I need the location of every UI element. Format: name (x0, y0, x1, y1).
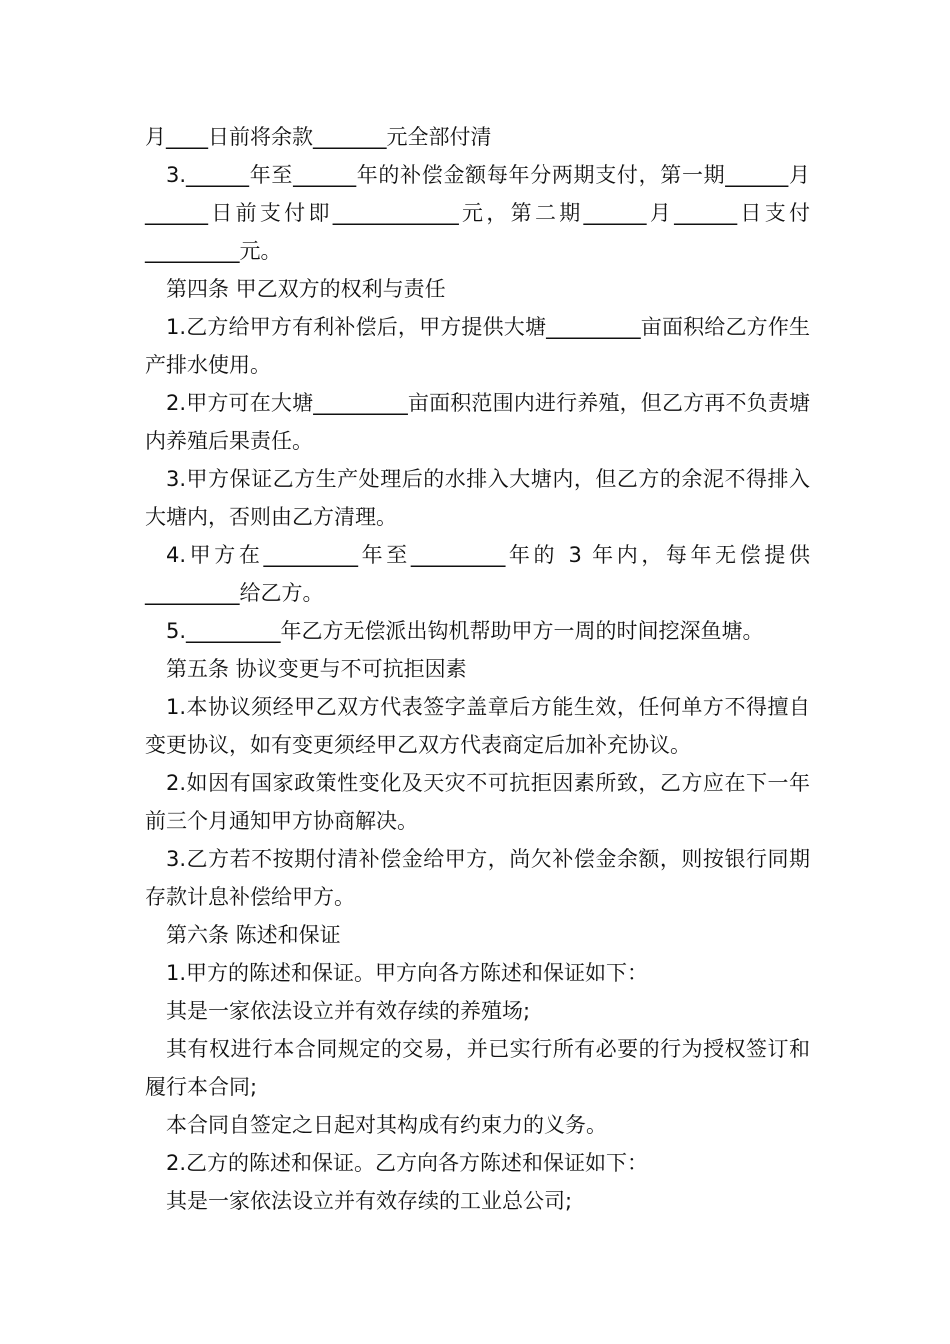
paragraph-article-4-item-1: 1.乙方给甲方有利补偿后，甲方提供大塘_________亩面积给乙方作生产排水使用。 (145, 315, 810, 377)
paragraph-article-5-item-2: 2.如因有国家政策性变化及天灾不可抗拒因素所致，乙方应在下一年前三个月通知甲方协商解决。 (145, 771, 810, 833)
article-4-heading: 第四条 甲乙双方的权利与责任 (166, 277, 446, 301)
paragraph-clause-3-installments: 3.______年至______年的补偿金额每年分两期支付，第一期______月______日前支付即____________元，第二期______月______日支付_________元。 (145, 163, 810, 263)
paragraph-article-6-item-1: 1.甲方的陈述和保证。甲方向各方陈述和保证如下： (166, 961, 649, 985)
paragraph-payment-deadline: 月____日前将余款_______元全部付清 (145, 125, 492, 149)
paragraph-party-a-statement-3: 本合同自签定之日起对其构成有约束力的义务。 (166, 1113, 607, 1137)
paragraph-article-4-item-2: 2.甲方可在大塘_________亩面积范围内进行养殖，但乙方再不负责塘内养殖后果责任。 (145, 391, 810, 453)
paragraph-article-6-item-2: 2.乙方的陈述和保证。乙方向各方陈述和保证如下： (166, 1151, 649, 1175)
paragraph-article-5-item-1: 1.本协议须经甲乙双方代表签字盖章后方能生效，任何单方不得擅自变更协议，如有变更须经甲乙双方代表商定后加补充协议。 (145, 695, 810, 757)
paragraph-article-4-item-3: 3.甲方保证乙方生产处理后的水排入大塘内，但乙方的余泥不得排入大塘内，否则由乙方清理。 (145, 467, 810, 529)
paragraph-article-5-item-3: 3.乙方若不按期付清补偿金给甲方，尚欠补偿金余额，则按银行同期存款计息补偿给甲方。 (145, 847, 810, 909)
document-page (145, 118, 810, 1220)
paragraph-article-4-item-5: 5._________年乙方无偿派出钩机帮助甲方一周的时间挖深鱼塘。 (166, 619, 764, 643)
paragraph-party-b-statement-1: 其是一家依法设立并有效存续的工业总公司; (166, 1189, 573, 1213)
article-6-heading: 第六条 陈述和保证 (166, 923, 341, 947)
article-5-heading: 第五条 协议变更与不可抗拒因素 (166, 657, 467, 681)
paragraph-party-a-statement-2: 其有权进行本合同规定的交易，并已实行所有必要的行为授权签订和履行本合同; (145, 1037, 810, 1099)
paragraph-party-a-statement-1: 其是一家依法设立并有效存续的养殖场; (166, 999, 531, 1023)
paragraph-article-4-item-4: 4.甲方在_________年至_________年的 3 年内，每年无偿提供_________给乙方。 (145, 543, 810, 605)
